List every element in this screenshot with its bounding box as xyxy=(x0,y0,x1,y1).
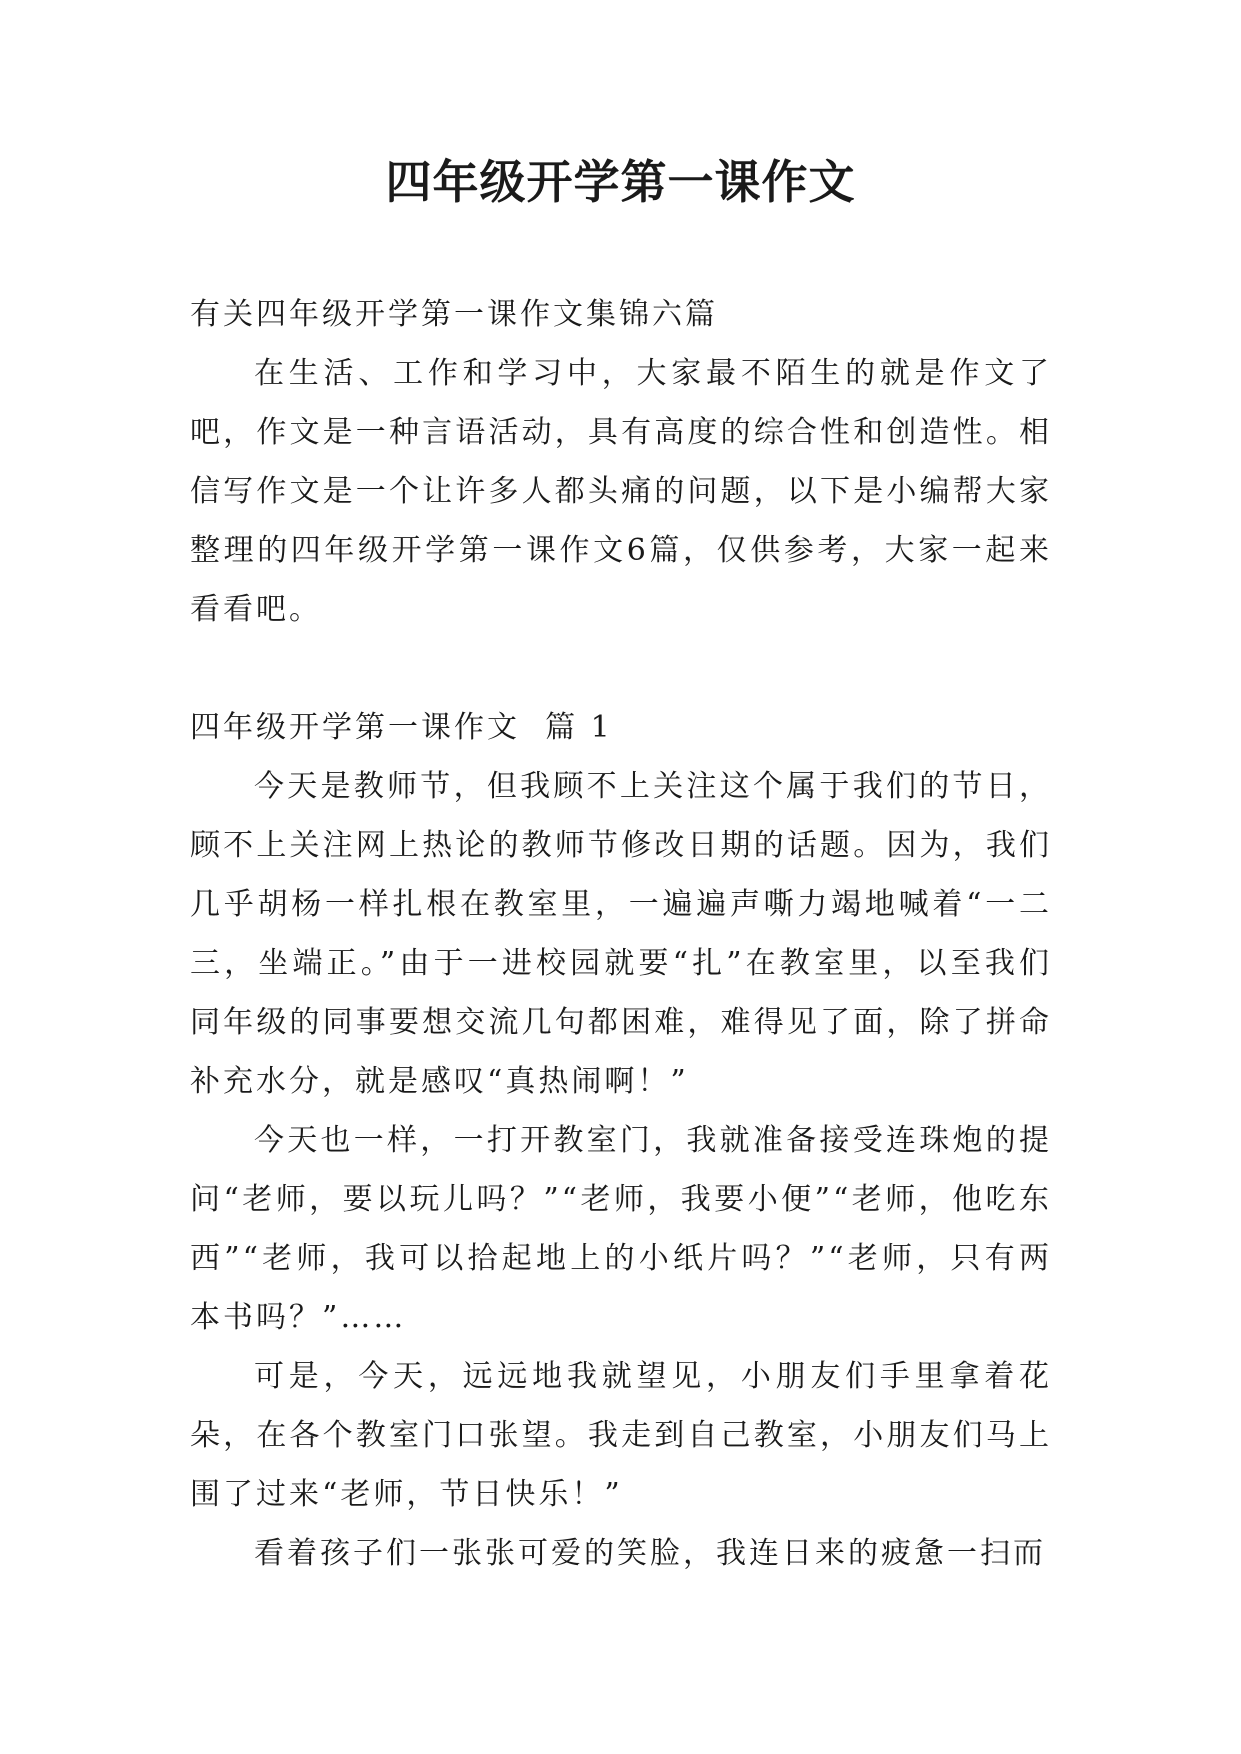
document-title: 四年级开学第一课作文 xyxy=(385,155,856,209)
section1-paragraph-4: 看着孩子们一张张可爱的笑脸，我连日来的疲惫一扫而 xyxy=(254,1536,1046,1571)
section-spacer xyxy=(190,639,1052,698)
document-body xyxy=(190,285,1052,1583)
section1-paragraph-2: 今天也一样，一打开教室门，我就准备接受连珠炮的提问“老师，要以玩儿吗？”“老师，我要小便”“老师，他吃东西”“老师，我可以拾起地上的小纸片吗？”“老师，只有两本书吗？”…… xyxy=(190,1123,1052,1335)
section1-heading: 四年级开学第一课作文 篇 1 xyxy=(190,710,613,745)
intro-paragraph: 在生活、工作和学习中，大家最不陌生的就是作文了吧，作文是一种言语活动，具有高度的综合性和创造性。相信写作文是一个让许多人都头痛的问题，以下是小编帮大家整理的四年级开学第一课作文6篇，仅供参考，大家一起来看看吧。 xyxy=(190,356,1052,627)
section1-paragraph-1: 今天是教师节，但我顾不上关注这个属于我们的节日，顾不上关注网上热论的教师节修改日期的话题。因为，我们几乎胡杨一样扎根在教室里，一遍遍声嘶力竭地喊着“一二三，坐端正。”由于一进校园就要“扎”在教室里，以至我们同年级的同事要想交流几句都困难，难得见了面，除了拼命补充水分，就是感叹“真热闹啊！” xyxy=(190,769,1052,1099)
section1-paragraph-3: 可是，今天，远远地我就望见，小朋友们手里拿着花朵，在各个教室门口张望。我走到自己教室，小朋友们马上围了过来“老师，节日快乐！” xyxy=(190,1359,1052,1512)
intro-heading: 有关四年级开学第一课作文集锦六篇 xyxy=(190,297,718,332)
